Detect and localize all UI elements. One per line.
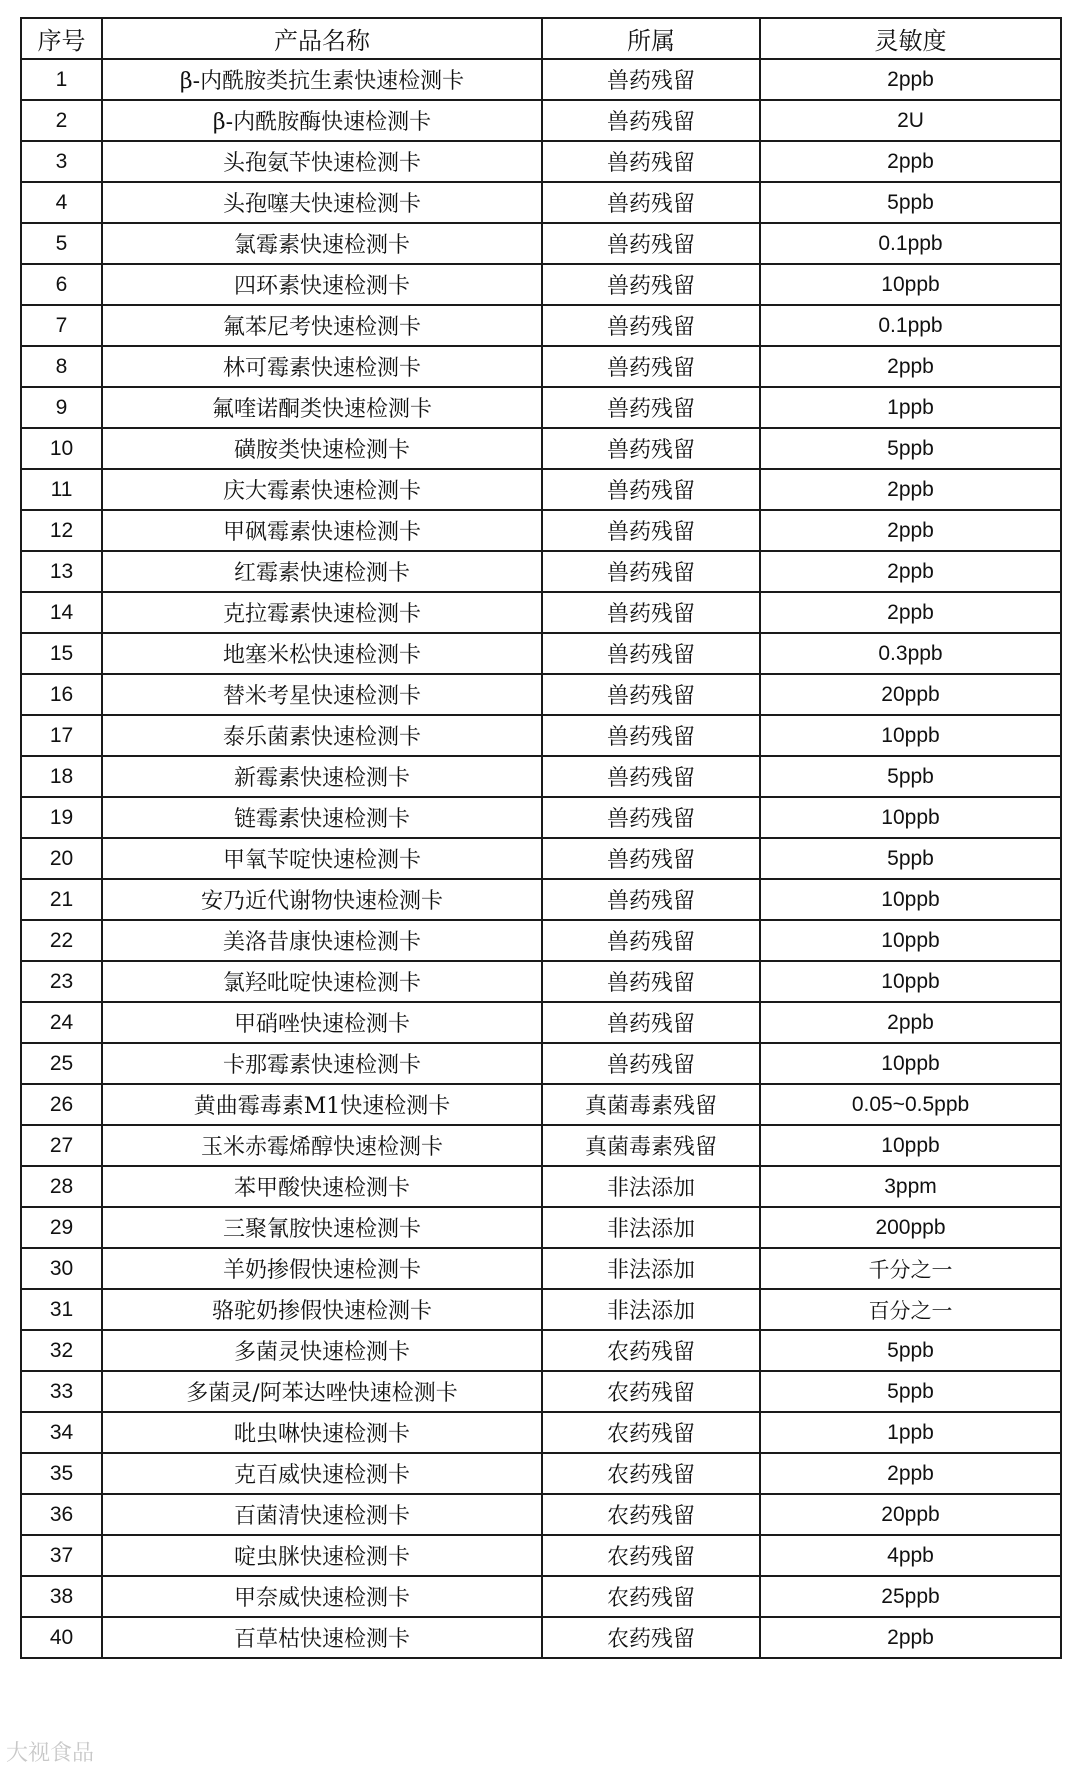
row-index: 31 xyxy=(21,1289,102,1330)
row-index: 40 xyxy=(21,1617,102,1658)
category: 真菌毒素残留 xyxy=(542,1125,760,1166)
table-row xyxy=(21,838,1061,879)
product-name: 安乃近代谢物快速检测卡 xyxy=(102,879,542,920)
category: 非法添加 xyxy=(542,1248,760,1289)
table-row xyxy=(21,1207,1061,1248)
product-name: 吡虫啉快速检测卡 xyxy=(102,1412,542,1453)
sensitivity: 5ppb xyxy=(760,1330,1061,1371)
product-name: 甲氧苄啶快速检测卡 xyxy=(102,838,542,879)
row-index: 23 xyxy=(21,961,102,1002)
row-index: 3 xyxy=(21,141,102,182)
watermark: 大视食品 xyxy=(6,1741,95,1766)
row-index: 25 xyxy=(21,1043,102,1084)
table-row xyxy=(21,264,1061,305)
row-index: 12 xyxy=(21,510,102,551)
sensitivity: 2ppb xyxy=(760,1617,1061,1658)
table-row xyxy=(21,1576,1061,1617)
product-name: 替米考星快速检测卡 xyxy=(102,674,542,715)
header-row xyxy=(21,18,1061,59)
category: 兽药残留 xyxy=(542,797,760,838)
category: 兽药残留 xyxy=(542,223,760,264)
product-name: 美洛昔康快速检测卡 xyxy=(102,920,542,961)
product-name: 黄曲霉毒素M1快速检测卡 xyxy=(102,1084,542,1125)
sensitivity: 百分之一 xyxy=(760,1289,1061,1330)
sensitivity: 5ppb xyxy=(760,838,1061,879)
row-index: 37 xyxy=(21,1535,102,1576)
product-name: 三聚氰胺快速检测卡 xyxy=(102,1207,542,1248)
row-index: 30 xyxy=(21,1248,102,1289)
sensitivity: 2ppb xyxy=(760,1453,1061,1494)
row-index: 18 xyxy=(21,756,102,797)
row-index: 1 xyxy=(21,59,102,100)
product-name: β-内酰胺类抗生素快速检测卡 xyxy=(102,59,542,100)
category: 兽药残留 xyxy=(542,1043,760,1084)
table-row xyxy=(21,797,1061,838)
product-name: 头孢噻夫快速检测卡 xyxy=(102,182,542,223)
sensitivity: 2ppb xyxy=(760,592,1061,633)
product-name: 氯霉素快速检测卡 xyxy=(102,223,542,264)
category: 兽药残留 xyxy=(542,100,760,141)
table-row xyxy=(21,592,1061,633)
product-name: 氟苯尼考快速检测卡 xyxy=(102,305,542,346)
table-row xyxy=(21,100,1061,141)
product-name: 克拉霉素快速检测卡 xyxy=(102,592,542,633)
product-table xyxy=(20,17,1062,1659)
table-row xyxy=(21,59,1061,100)
product-name: 百菌清快速检测卡 xyxy=(102,1494,542,1535)
table-row xyxy=(21,1002,1061,1043)
product-name: 氯羟吡啶快速检测卡 xyxy=(102,961,542,1002)
row-index: 2 xyxy=(21,100,102,141)
row-index: 10 xyxy=(21,428,102,469)
category: 兽药残留 xyxy=(542,182,760,223)
row-index: 38 xyxy=(21,1576,102,1617)
product-name: 氟喹诺酮类快速检测卡 xyxy=(102,387,542,428)
category: 兽药残留 xyxy=(542,469,760,510)
row-index: 9 xyxy=(21,387,102,428)
row-index: 17 xyxy=(21,715,102,756)
table-row xyxy=(21,1371,1061,1412)
table-body xyxy=(21,59,1061,1658)
category: 农药残留 xyxy=(542,1412,760,1453)
category: 农药残留 xyxy=(542,1371,760,1412)
category: 兽药残留 xyxy=(542,715,760,756)
table-row xyxy=(21,551,1061,592)
table-row xyxy=(21,1617,1061,1658)
category: 兽药残留 xyxy=(542,141,760,182)
row-index: 21 xyxy=(21,879,102,920)
product-name: 玉米赤霉烯醇快速检测卡 xyxy=(102,1125,542,1166)
table-row xyxy=(21,469,1061,510)
header-category: 所属 xyxy=(542,18,760,59)
table-row xyxy=(21,879,1061,920)
sensitivity: 2ppb xyxy=(760,346,1061,387)
table-row xyxy=(21,674,1061,715)
category: 农药残留 xyxy=(542,1617,760,1658)
product-name: 四环素快速检测卡 xyxy=(102,264,542,305)
category: 兽药残留 xyxy=(542,510,760,551)
table-row xyxy=(21,346,1061,387)
row-index: 11 xyxy=(21,469,102,510)
sensitivity: 1ppb xyxy=(760,387,1061,428)
sensitivity: 10ppb xyxy=(760,879,1061,920)
row-index: 28 xyxy=(21,1166,102,1207)
table-row xyxy=(21,961,1061,1002)
sensitivity: 10ppb xyxy=(760,715,1061,756)
table-row xyxy=(21,387,1061,428)
product-name: 百草枯快速检测卡 xyxy=(102,1617,542,1658)
category: 农药残留 xyxy=(542,1330,760,1371)
sensitivity: 3ppm xyxy=(760,1166,1061,1207)
row-index: 6 xyxy=(21,264,102,305)
sensitivity: 2ppb xyxy=(760,510,1061,551)
sensitivity: 10ppb xyxy=(760,1125,1061,1166)
product-name: 磺胺类快速检测卡 xyxy=(102,428,542,469)
category: 兽药残留 xyxy=(542,264,760,305)
category: 农药残留 xyxy=(542,1576,760,1617)
table-row xyxy=(21,1412,1061,1453)
category: 农药残留 xyxy=(542,1535,760,1576)
product-name: 地塞米松快速检测卡 xyxy=(102,633,542,674)
category: 兽药残留 xyxy=(542,592,760,633)
sensitivity: 2ppb xyxy=(760,551,1061,592)
row-index: 35 xyxy=(21,1453,102,1494)
sensitivity: 5ppb xyxy=(760,756,1061,797)
row-index: 29 xyxy=(21,1207,102,1248)
header-index: 序号 xyxy=(21,18,102,59)
category: 农药残留 xyxy=(542,1453,760,1494)
product-name: 羊奶掺假快速检测卡 xyxy=(102,1248,542,1289)
row-index: 15 xyxy=(21,633,102,674)
table-row xyxy=(21,1043,1061,1084)
category: 兽药残留 xyxy=(542,674,760,715)
product-name: 庆大霉素快速检测卡 xyxy=(102,469,542,510)
header-sensitivity: 灵敏度 xyxy=(760,18,1061,59)
product-name: 克百威快速检测卡 xyxy=(102,1453,542,1494)
sensitivity: 5ppb xyxy=(760,182,1061,223)
row-index: 14 xyxy=(21,592,102,633)
sensitivity: 0.1ppb xyxy=(760,305,1061,346)
sensitivity: 5ppb xyxy=(760,428,1061,469)
category: 兽药残留 xyxy=(542,920,760,961)
sensitivity: 千分之一 xyxy=(760,1248,1061,1289)
category: 兽药残留 xyxy=(542,59,760,100)
sensitivity: 2ppb xyxy=(760,469,1061,510)
table-row xyxy=(21,1166,1061,1207)
category: 兽药残留 xyxy=(542,961,760,1002)
table-row xyxy=(21,1125,1061,1166)
table-row xyxy=(21,510,1061,551)
product-name: 新霉素快速检测卡 xyxy=(102,756,542,797)
table-row xyxy=(21,1494,1061,1535)
category: 非法添加 xyxy=(542,1166,760,1207)
table-row xyxy=(21,1330,1061,1371)
row-index: 16 xyxy=(21,674,102,715)
category: 农药残留 xyxy=(542,1494,760,1535)
product-name: β-内酰胺酶快速检测卡 xyxy=(102,100,542,141)
row-index: 24 xyxy=(21,1002,102,1043)
product-name: 头孢氨苄快速检测卡 xyxy=(102,141,542,182)
sensitivity: 4ppb xyxy=(760,1535,1061,1576)
category: 兽药残留 xyxy=(542,346,760,387)
table-row xyxy=(21,756,1061,797)
sensitivity: 20ppb xyxy=(760,674,1061,715)
category: 兽药残留 xyxy=(542,756,760,797)
row-index: 32 xyxy=(21,1330,102,1371)
table-row xyxy=(21,1084,1061,1125)
product-name: 啶虫脒快速检测卡 xyxy=(102,1535,542,1576)
table-row xyxy=(21,1248,1061,1289)
product-name: 苯甲酸快速检测卡 xyxy=(102,1166,542,1207)
sensitivity: 10ppb xyxy=(760,797,1061,838)
category: 真菌毒素残留 xyxy=(542,1084,760,1125)
product-name: 链霉素快速检测卡 xyxy=(102,797,542,838)
table-row xyxy=(21,305,1061,346)
row-index: 33 xyxy=(21,1371,102,1412)
product-name: 红霉素快速检测卡 xyxy=(102,551,542,592)
product-name: 多菌灵/阿苯达唑快速检测卡 xyxy=(102,1371,542,1412)
category: 兽药残留 xyxy=(542,428,760,469)
category: 兽药残留 xyxy=(542,551,760,592)
sensitivity: 20ppb xyxy=(760,1494,1061,1535)
row-index: 27 xyxy=(21,1125,102,1166)
sensitivity: 1ppb xyxy=(760,1412,1061,1453)
row-index: 4 xyxy=(21,182,102,223)
row-index: 36 xyxy=(21,1494,102,1535)
table-row xyxy=(21,1289,1061,1330)
product-name: 骆驼奶掺假快速检测卡 xyxy=(102,1289,542,1330)
table-row xyxy=(21,428,1061,469)
category: 非法添加 xyxy=(542,1207,760,1248)
sensitivity: 0.05~0.5ppb xyxy=(760,1084,1061,1125)
sensitivity: 10ppb xyxy=(760,264,1061,305)
product-name: 泰乐菌素快速检测卡 xyxy=(102,715,542,756)
category: 兽药残留 xyxy=(542,633,760,674)
sensitivity: 10ppb xyxy=(760,1043,1061,1084)
row-index: 26 xyxy=(21,1084,102,1125)
sensitivity: 10ppb xyxy=(760,961,1061,1002)
table-row xyxy=(21,1535,1061,1576)
row-index: 8 xyxy=(21,346,102,387)
sensitivity: 10ppb xyxy=(760,920,1061,961)
table-row xyxy=(21,920,1061,961)
sensitivity: 200ppb xyxy=(760,1207,1061,1248)
row-index: 22 xyxy=(21,920,102,961)
row-index: 20 xyxy=(21,838,102,879)
row-index: 7 xyxy=(21,305,102,346)
row-index: 13 xyxy=(21,551,102,592)
category: 兽药残留 xyxy=(542,838,760,879)
product-name: 甲硝唑快速检测卡 xyxy=(102,1002,542,1043)
sensitivity: 0.1ppb xyxy=(760,223,1061,264)
product-name: 多菌灵快速检测卡 xyxy=(102,1330,542,1371)
row-index: 34 xyxy=(21,1412,102,1453)
product-name: 卡那霉素快速检测卡 xyxy=(102,1043,542,1084)
table-row xyxy=(21,141,1061,182)
sensitivity: 0.3ppb xyxy=(760,633,1061,674)
sensitivity: 2ppb xyxy=(760,59,1061,100)
category: 兽药残留 xyxy=(542,305,760,346)
table-row xyxy=(21,223,1061,264)
sensitivity: 2U xyxy=(760,100,1061,141)
table-row xyxy=(21,633,1061,674)
sensitivity: 25ppb xyxy=(760,1576,1061,1617)
sensitivity: 2ppb xyxy=(760,1002,1061,1043)
category: 兽药残留 xyxy=(542,879,760,920)
product-name: 林可霉素快速检测卡 xyxy=(102,346,542,387)
category: 兽药残留 xyxy=(542,1002,760,1043)
product-name: 甲砜霉素快速检测卡 xyxy=(102,510,542,551)
category: 非法添加 xyxy=(542,1289,760,1330)
row-index: 5 xyxy=(21,223,102,264)
product-name: 甲奈威快速检测卡 xyxy=(102,1576,542,1617)
header-product-name: 产品名称 xyxy=(102,18,542,59)
row-index: 19 xyxy=(21,797,102,838)
table-row xyxy=(21,182,1061,223)
table-row xyxy=(21,715,1061,756)
table-row xyxy=(21,1453,1061,1494)
sensitivity: 2ppb xyxy=(760,141,1061,182)
sensitivity: 5ppb xyxy=(760,1371,1061,1412)
category: 兽药残留 xyxy=(542,387,760,428)
